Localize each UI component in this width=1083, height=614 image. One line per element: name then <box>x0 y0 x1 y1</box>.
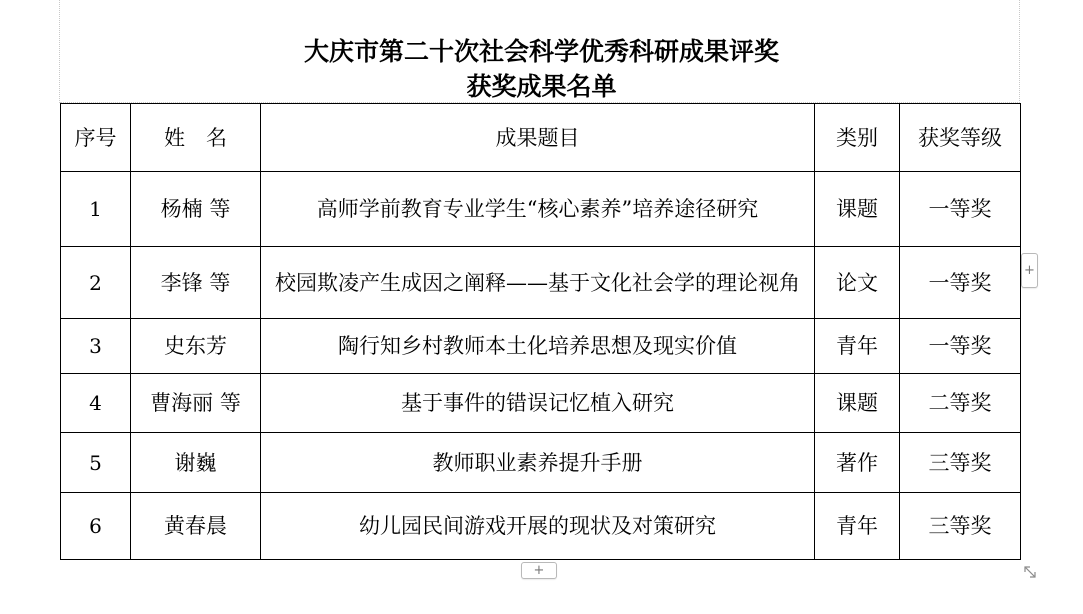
cell-name: 李锋 等 <box>131 247 261 319</box>
header-category: 类别 <box>815 104 900 172</box>
cell-title: 基于事件的错误记忆植入研究 <box>261 374 815 433</box>
cell-index: 2 <box>61 247 131 319</box>
cell-level: 三等奖 <box>900 493 1021 560</box>
header-name: 姓 名 <box>131 104 261 172</box>
table-row <box>61 433 1021 493</box>
add-row-button[interactable] <box>521 562 557 579</box>
cell-category: 课题 <box>815 374 900 433</box>
cell-level: 一等奖 <box>900 247 1021 319</box>
table-header-row <box>61 104 1021 172</box>
awards-table[interactable] <box>60 103 1021 560</box>
cell-index: 1 <box>61 172 131 247</box>
plus-icon: + <box>533 563 545 578</box>
cell-category: 课题 <box>815 172 900 247</box>
cell-index: 3 <box>61 319 131 374</box>
cell-level: 一等奖 <box>900 319 1021 374</box>
document-title-line1: 大庆市第二十次社会科学优秀科研成果评奖 <box>303 37 779 66</box>
cell-category: 论文 <box>815 247 900 319</box>
cell-title: 教师职业素养提升手册 <box>261 433 815 493</box>
table-resize-handle[interactable] <box>1021 563 1039 581</box>
plus-icon: + <box>1024 263 1035 278</box>
table-row <box>61 374 1021 433</box>
cell-name: 杨楠 等 <box>131 172 261 247</box>
cell-title: 高师学前教育专业学生“核心素养”培养途径研究 <box>261 172 815 247</box>
table-row <box>61 319 1021 374</box>
table-row <box>61 493 1021 560</box>
cell-name: 谢巍 <box>131 433 261 493</box>
cell-category: 青年 <box>815 493 900 560</box>
cell-level: 一等奖 <box>900 172 1021 247</box>
cell-name: 曹海丽 等 <box>131 374 261 433</box>
resize-icon <box>1021 563 1039 581</box>
cell-category: 青年 <box>815 319 900 374</box>
header-index: 序号 <box>61 104 131 172</box>
document-title-line2: 获奖成果名单 <box>466 72 617 101</box>
table-row <box>61 172 1021 247</box>
cell-title: 陶行知乡村教师本土化培养思想及现实价值 <box>261 319 815 374</box>
cell-index: 5 <box>61 433 131 493</box>
cell-index: 6 <box>61 493 131 560</box>
cell-name: 黄春晨 <box>131 493 261 560</box>
header-level: 获奖等级 <box>900 104 1021 172</box>
cell-category: 著作 <box>815 433 900 493</box>
cell-name: 史东芳 <box>131 319 261 374</box>
cell-title: 校园欺凌产生成因之阐释——基于文化社会学的理论视角 <box>261 247 815 319</box>
table-row <box>61 247 1021 319</box>
cell-title: 幼儿园民间游戏开展的现状及对策研究 <box>261 493 815 560</box>
header-title: 成果题目 <box>261 104 815 172</box>
cell-level: 三等奖 <box>900 433 1021 493</box>
add-column-button[interactable] <box>1021 253 1038 288</box>
cell-index: 4 <box>61 374 131 433</box>
cell-level: 二等奖 <box>900 374 1021 433</box>
